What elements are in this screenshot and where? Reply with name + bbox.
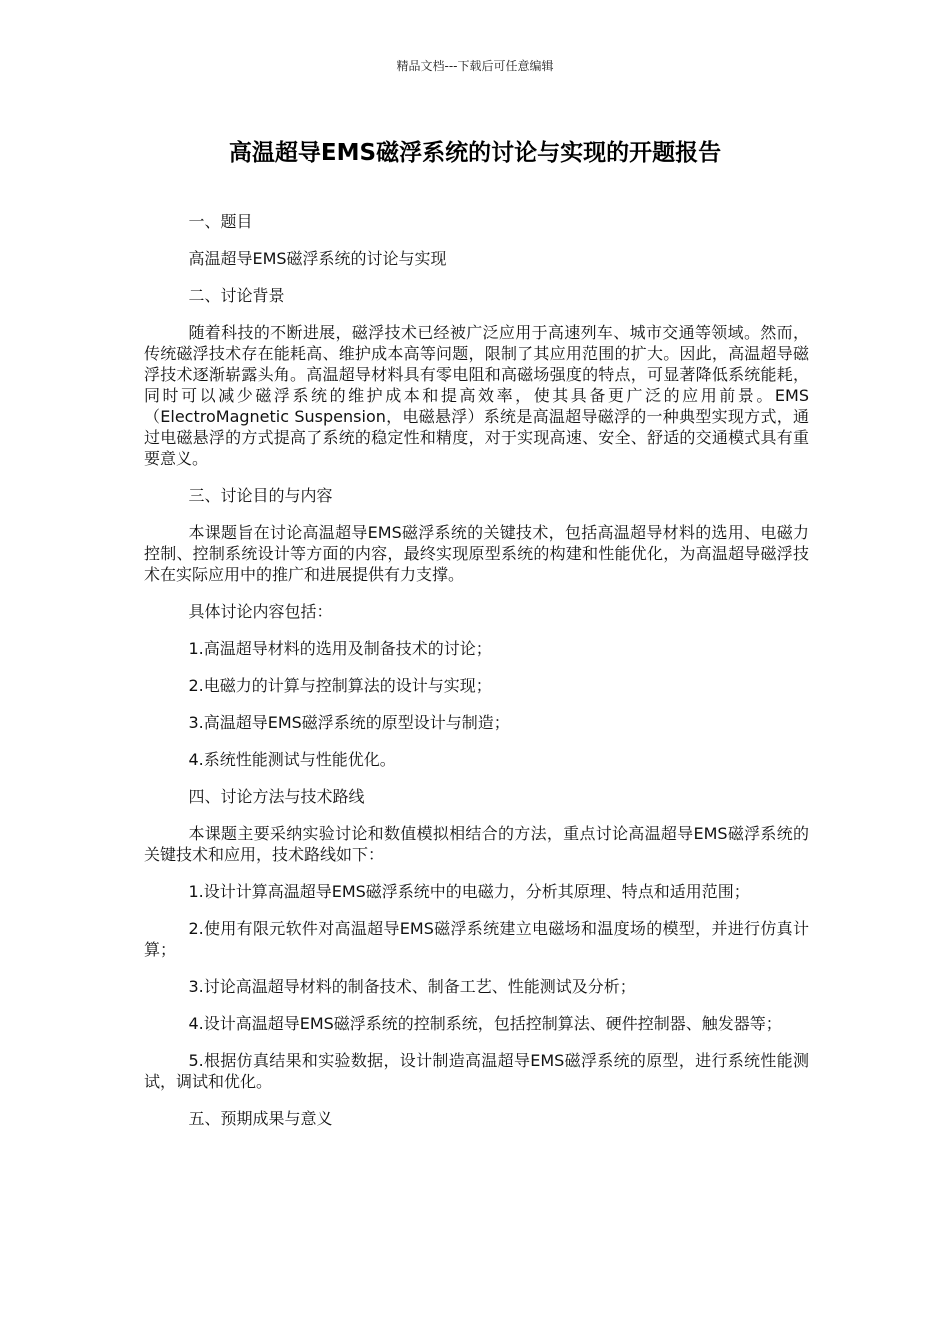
heading-purpose: 三、讨论目的与内容 [188,486,333,505]
content-item: 1.高温超导材料的选用及制备技术的讨论； [188,639,492,658]
header-note: 精品文档---下载后可任意编辑 [396,59,554,73]
heading-background: 二、讨论背景 [188,286,285,305]
content-intro: 具体讨论内容包括： [188,602,333,621]
route-item: 5.根据仿真结果和实验数据，设计制造高温超导EMS磁浮系统的原型，进行系统性能测试，调试和优化。 [144,1051,809,1091]
content-item: 3.高温超导EMS磁浮系统的原型设计与制造； [188,713,510,732]
heading-outcomes: 五、预期成果与意义 [188,1109,333,1128]
route-item: 3.讨论高温超导材料的制备技术、制备工艺、性能测试及分析； [188,977,636,996]
method-paragraph: 本课题主要采纳实验讨论和数值模拟相结合的方法，重点讨论高温超导EMS磁浮系统的关键技术和应用，技术路线如下： [144,824,809,864]
purpose-paragraph: 本课题旨在讨论高温超导EMS磁浮系统的关键技术，包括高温超导材料的选用、电磁力控制、控制系统设计等方面的内容，最终实现原型系统的构建和性能优化，为高温超导磁浮技术在实际应用中的推广和进展提供有力支撑。 [144,523,809,584]
content-item: 4.系统性能测试与性能优化。 [188,750,396,769]
document-body [144,211,809,1145]
content-item: 2.电磁力的计算与控制算法的设计与实现； [188,676,492,695]
route-item: 4.设计高温超导EMS磁浮系统的控制系统，包括控制算法、硬件控制器、触发器等； [188,1014,782,1033]
heading-method: 四、讨论方法与技术路线 [188,787,365,806]
document-title: 高温超导EMS磁浮系统的讨论与实现的开题报告 [228,140,722,166]
topic-text: 高温超导EMS磁浮系统的讨论与实现 [188,249,447,268]
route-item: 1.设计计算高温超导EMS磁浮系统中的电磁力，分析其原理、特点和适用范围； [188,882,750,901]
route-item: 2.使用有限元软件对高温超导EMS磁浮系统建立电磁场和温度场的模型，并进行仿真计算； [144,919,809,959]
background-paragraph: 随着科技的不断进展，磁浮技术已经被广泛应用于高速列车、城市交通等领域。然而，传统磁浮技术存在能耗高、维护成本高等问题，限制了其应用范围的扩大。因此，高温超导磁浮技术逐渐崭露头角。高温超导材料具有零电阻和高磁场强度的特点，可显著降低系统能耗，同时可以减少磁浮系统的维护成本和提高效率，使其具备更广泛的应用前景。EMS（ElectroMagnetic Suspension，电磁悬浮）系统是高温超导磁浮的一种典型实现方式，通过电磁悬浮的方式提高了系统的稳定性和精度，对于实现高速、安全、舒适的交通模式具有重要意义。 [144,323,809,468]
heading-topic: 一、题目 [188,212,253,231]
